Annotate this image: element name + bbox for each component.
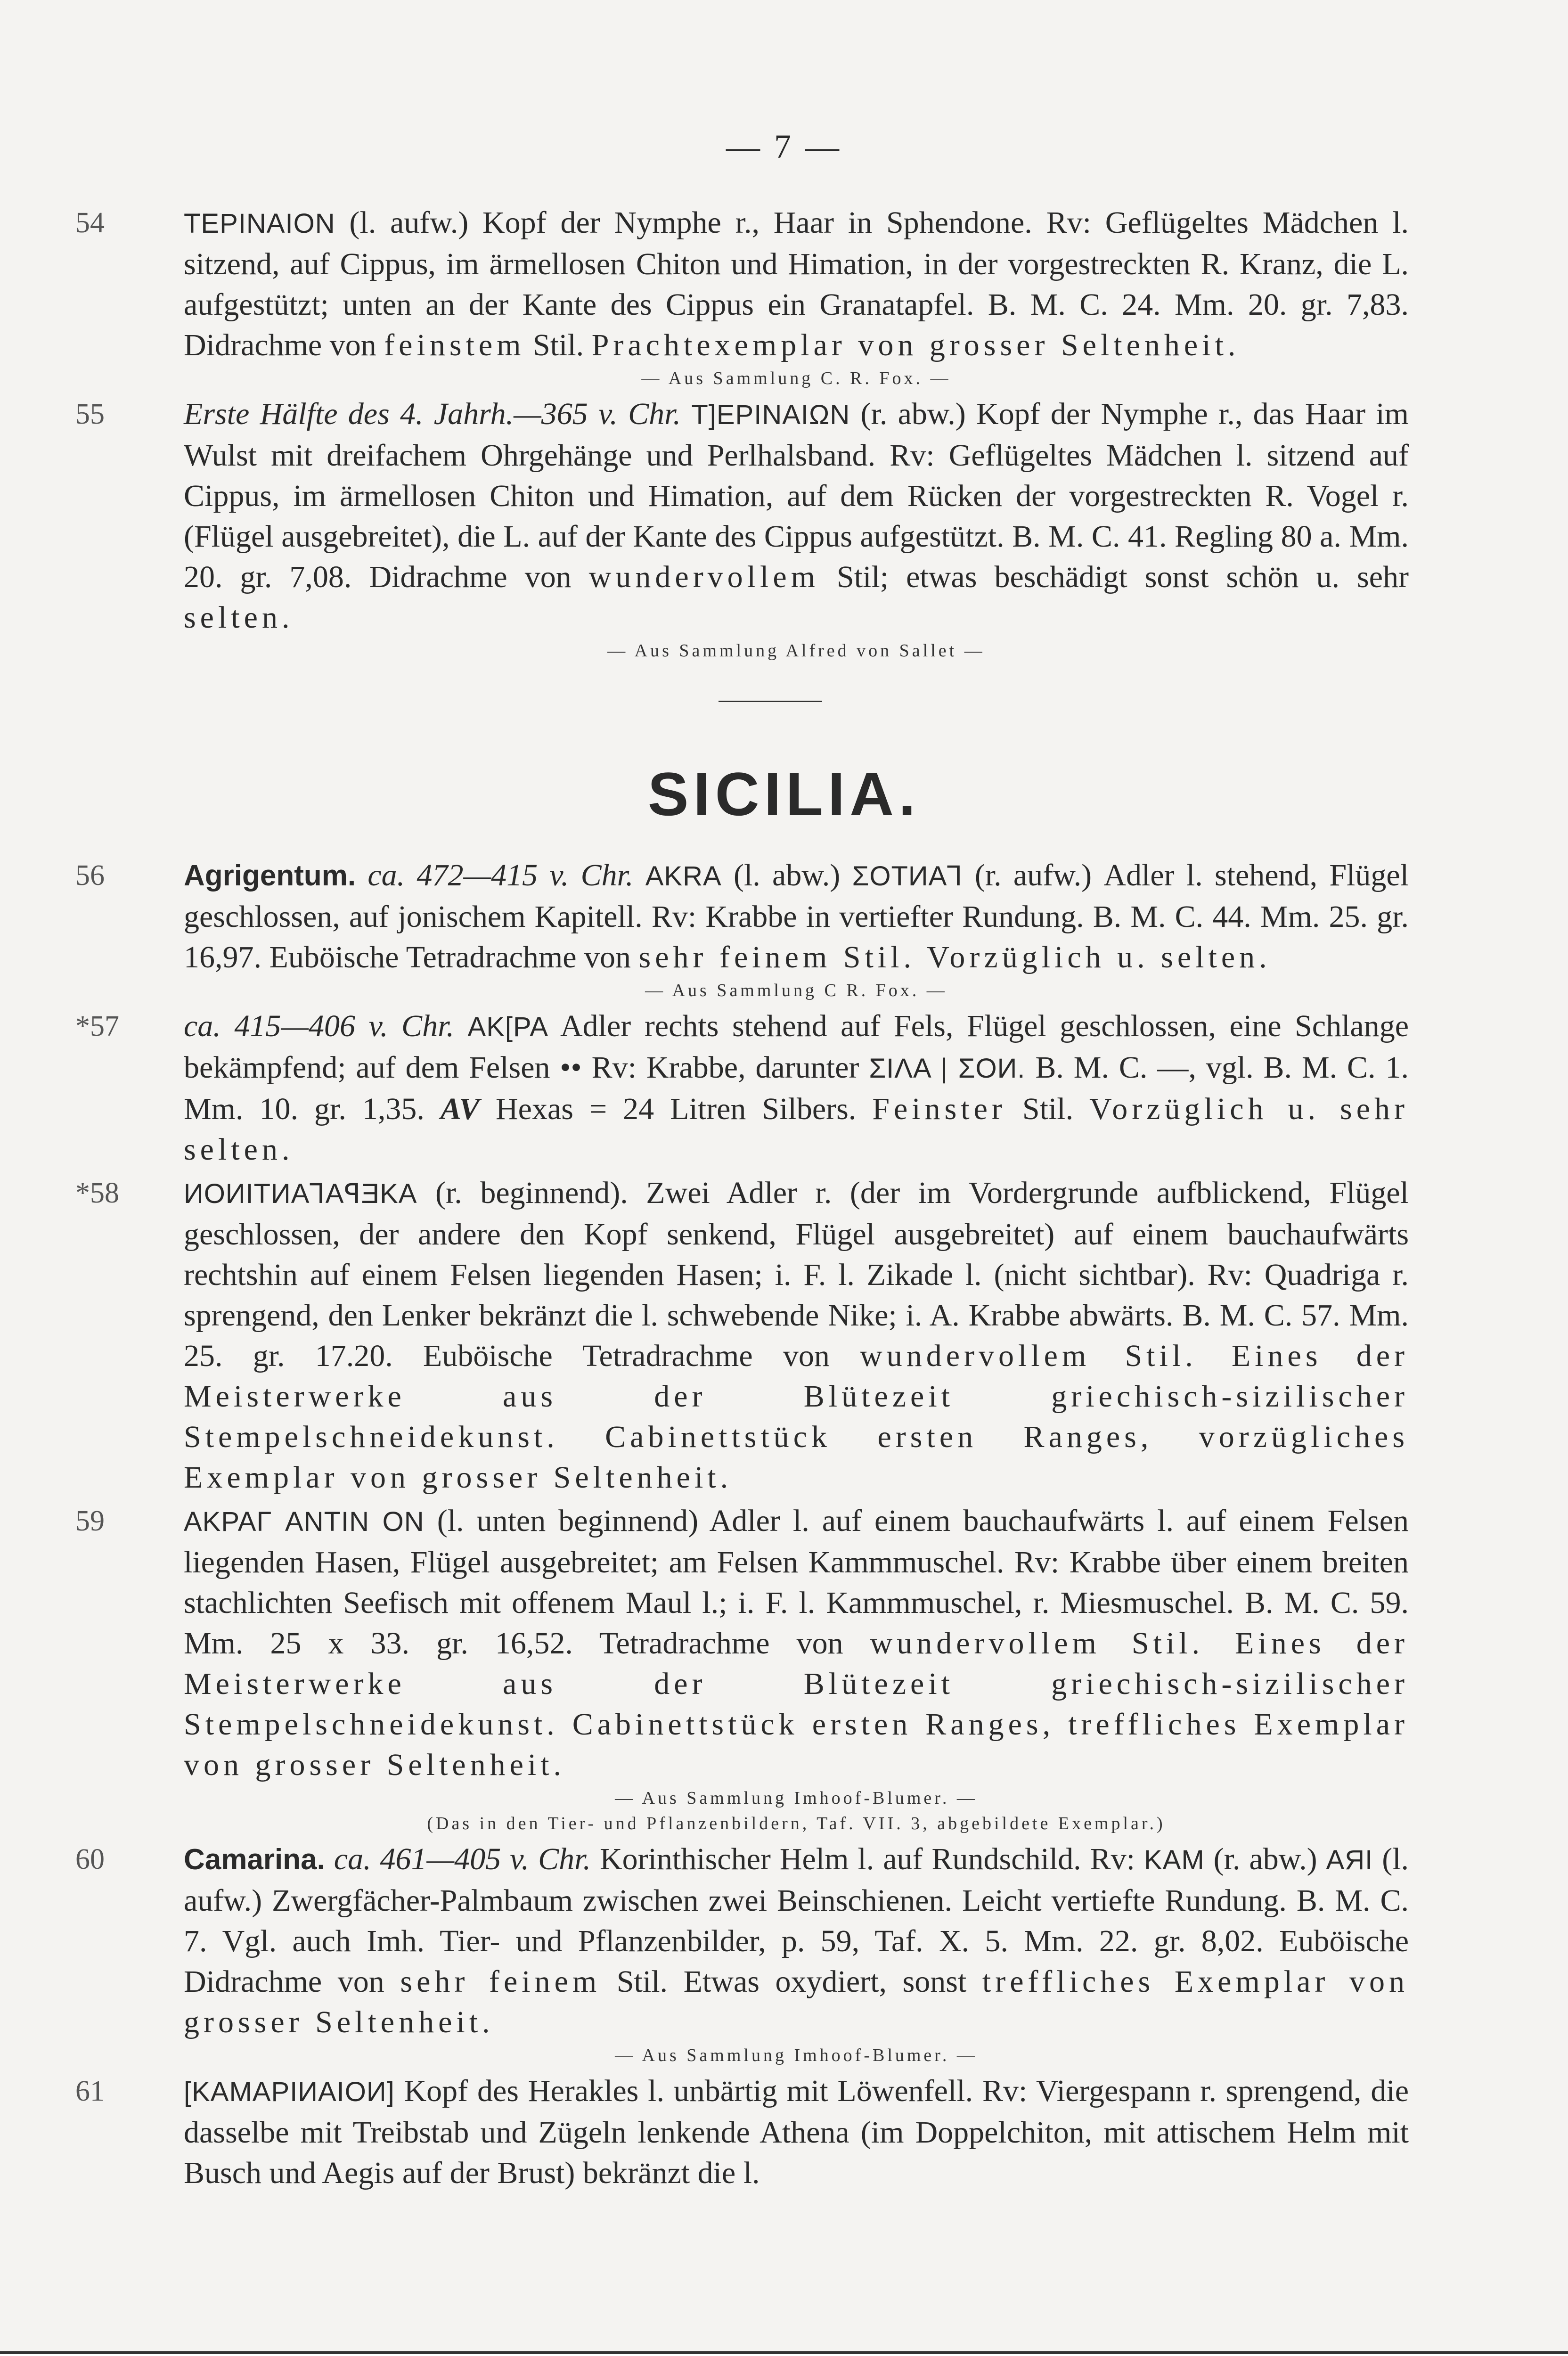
entry-text: Stil. bbox=[1006, 1092, 1090, 1126]
entry-text: (l. unten beginnend) Adler l. auf einem bauchaufwärts l. auf einem Felsen liegenden Hasen, Flügel ausgebreitet; am Felsen Kammmuschel. Rv: Krabbe über einem breiten stachlichten Seefisch mit offenem Maul l.; i. F. l. Kammmuschel, r. Miesmuschel. B. M. C. 59. Mm. 25 x 33. gr. 16,52. Tetradrachme von bbox=[184, 1504, 1409, 1661]
greek-legend: [KAMAPIИAIOИ] bbox=[184, 2077, 395, 2107]
entry-57 bbox=[75, 1006, 1409, 1170]
greek-legend: ΣOTИAꓶ bbox=[852, 861, 963, 892]
place-name: Agrigentum. bbox=[184, 859, 356, 892]
provenance: — Aus Sammlung C. R. Fox. — bbox=[641, 368, 951, 388]
spaced-text: Prachtexemplar von grosser Seltenheit. bbox=[591, 328, 1240, 362]
spaced-text: sehr feinem bbox=[400, 1964, 601, 1999]
footer-bar bbox=[0, 2351, 1568, 2356]
entry-text: (r. abw.) bbox=[1204, 1842, 1326, 1876]
date-range: ca. 415—406 v. Chr. bbox=[184, 1009, 454, 1043]
greek-legend: AЯI bbox=[1326, 1845, 1373, 1875]
entries-sicilia bbox=[75, 855, 1409, 2193]
entry-56 bbox=[75, 855, 1409, 978]
greek-legend: AKRA bbox=[645, 861, 722, 892]
greek-legend: AKPAΓ ANTIN ON bbox=[184, 1506, 425, 1537]
provenance: — Aus Sammlung Imhoof-Blumer. — bbox=[615, 1788, 978, 1808]
entry-60 bbox=[75, 1839, 1409, 2043]
entry-54 bbox=[75, 203, 1409, 366]
date-range: Erste Hälfte des 4. Jahrh.—365 v. Chr. bbox=[184, 397, 681, 431]
entry-text: Stil. Etwas oxydiert, sonst bbox=[601, 1964, 982, 1999]
provenance: — Aus Sammlung Alfred von Sallet — bbox=[607, 641, 985, 661]
page-number: — 7 — bbox=[726, 128, 842, 165]
entry-text: (l. aufw.) Kopf der Nymphe r., Haar in Sphendone. Rv: Geflügeltes Mädchen l. sitzend, auf Cippus, im ärmellosen Chiton und Himation, in der vorgestreckten R. Kranz, die L. aufgestützt; unten an der Kante des Cippus ein Granatapfel. B. M. C. 24. Mm. 20. gr. 7,83. Didrachme von bbox=[184, 205, 1409, 362]
provenance: — Aus Sammlung Imhoof-Blumer. — bbox=[615, 2045, 978, 2065]
spaced-text: wundervollem Stil. Eines der Meisterwerke aus der Blütezeit griechisch-sizilischer Stempelschneidekunst. Cabinettstück ersten Ranges, vorzügliches Exemplar von grosser Seltenheit. bbox=[184, 1339, 1409, 1495]
spaced-text: selten. bbox=[184, 600, 294, 635]
spaced-text: sehr feinem Stil. Vorzüglich u. selten. bbox=[638, 940, 1271, 974]
entry-number: 60 bbox=[75, 1843, 105, 1875]
spaced-text: feinstem bbox=[384, 328, 525, 362]
spaced-text: wundervollem bbox=[588, 560, 819, 594]
entry-text: (r. aufw.) Adler l. stehend, Flügel geschlossen, auf jonischem Kapitell. Rv: Krabbe in vertiefter Rundung. B. M. C. 44. Mm. 25. gr. 16,97. Euböische Tetradrachme von bbox=[184, 858, 1409, 974]
provenance: — Aus Sammlung C R. Fox. — bbox=[645, 981, 947, 1000]
entry-text: (r. abw.) Kopf der Nymphe r., das Haar im Wulst mit dreifachem Ohrgehänge und Perlhalsband. Rv: Geflügeltes Mädchen l. sitzend auf Cippus, im ärmellosen Chiton und Himation, auf dem Rücken der vorgestreckten R. Vogel r. (Flügel ausgebreitet), die L. auf der Kante des Cippus aufgestützt. B. M. C. 41. Regling 80 a. Mm. 20. gr. 7,08. Didrachme von bbox=[184, 397, 1409, 594]
entry-text: Korinthischer Helm l. auf Rundschild. Rv: bbox=[590, 1842, 1144, 1876]
entry-number: 61 bbox=[75, 2075, 105, 2107]
entry-text: Stil; etwas beschädigt sonst schön u. sehr bbox=[819, 560, 1409, 594]
date-range: ca. 461—405 v. Chr. bbox=[334, 1842, 591, 1876]
metal-symbol: AV bbox=[440, 1092, 480, 1126]
entry-55 bbox=[75, 394, 1409, 638]
entry-text: Stil. bbox=[525, 328, 592, 362]
entry-number: 54 bbox=[75, 207, 105, 239]
entry-number: *57 bbox=[75, 1010, 119, 1042]
section-title: SICILIA. bbox=[647, 760, 921, 828]
greek-legend: TEPINAION bbox=[184, 208, 335, 239]
entry-text: (l. abw.) bbox=[721, 858, 852, 892]
greek-legend: ИOИITИAꓶAꟼƎKA bbox=[184, 1178, 417, 1209]
spaced-text: Feinster bbox=[872, 1092, 1006, 1126]
entry-number: 59 bbox=[75, 1505, 105, 1537]
entries-top bbox=[75, 203, 1409, 663]
entry-text: Kopf des Herakles l. unbärtig mit Löwenfell. Rv: Viergespann r. sprengend, die dasselbe mit Treibstab und Zügeln lenkende Athena (im Doppelchiton, mit attischem Helm mit Busch und Aegis auf der Brust) bekränzt die l. bbox=[184, 2074, 1409, 2190]
spaced-text: wundervollem Stil. Eines der Meisterwerke aus der Blütezeit griechisch-sizilischer Stempelschneidekunst. Cabinettstück ersten Ranges, treffliches Exemplar von grosser Seltenheit. bbox=[184, 1626, 1409, 1782]
entry-number: 56 bbox=[75, 859, 105, 892]
entry-text: B. M. C. —, vgl. B. M. C. 1. Mm. 10. gr. 1,35. bbox=[184, 1050, 1409, 1126]
entry-number: *58 bbox=[75, 1177, 119, 1209]
provenance-note: (Das in den Tier- und Pflanzenbildern, Taf. VII. 3, abgebildete Exemplar.) bbox=[427, 1814, 1166, 1833]
entry-text: (l. aufw.) Zwergfächer-Palmbaum zwischen zwei Beinschienen. Leicht vertiefte Rundung. B. M. C. 7. Vgl. auch Imh. Tier- und Pflanzenbilder, p. 59, Taf. X. 5. Mm. 22. gr. 8,02. Euböische Didrachme von bbox=[184, 1842, 1409, 1999]
divider-rule bbox=[719, 701, 822, 702]
greek-legend: AK[PA bbox=[467, 1012, 549, 1042]
greek-legend: KAM bbox=[1143, 1845, 1205, 1875]
entry-text: Adler rechts stehend auf Fels, Flügel geschlossen, eine Schlange bekämpfend; auf dem Felsen •• Rv: Krabbe, darunter bbox=[184, 1009, 1409, 1085]
place-name: Camarina. bbox=[184, 1843, 325, 1876]
greek-legend: T]EPINAIΩN bbox=[691, 400, 850, 430]
entry-text: (r. beginnend). Zwei Adler r. (der im Vordergrunde aufblickend, Flügel geschlossen, der andere den Kopf senkend, Flügel ausgebreitet) auf einem bauchaufwärts rechtshin auf einem Felsen liegenden Hasen; i. F. l. Zikade l. (nicht sichtbar). Rv: Quadriga r. sprengend, den Lenker bekränzt die l. schwebende Nike; i. A. Krabbe abwärts. B. M. C. 57. Mm. 25. gr. 17.20. Euböische Tetradrachme von bbox=[184, 1176, 1409, 1373]
entry-59 bbox=[75, 1501, 1409, 1785]
entry-58 bbox=[75, 1173, 1409, 1498]
spaced-text: treffliches Exemplar von grosser Seltenheit. bbox=[184, 1964, 1409, 2039]
entry-61 bbox=[75, 2071, 1409, 2193]
entry-text: Hexas = 24 Litren Silbers. bbox=[480, 1092, 873, 1126]
entry-number: 55 bbox=[75, 398, 105, 430]
greek-legend: ΣIΛA | ΣOИ. bbox=[869, 1053, 1026, 1084]
footer-divider bbox=[0, 2351, 1568, 2354]
spaced-text: Vorzüglich u. sehr selten. bbox=[184, 1092, 1409, 1167]
date-range: ca. 472—415 v. Chr. bbox=[368, 858, 634, 892]
